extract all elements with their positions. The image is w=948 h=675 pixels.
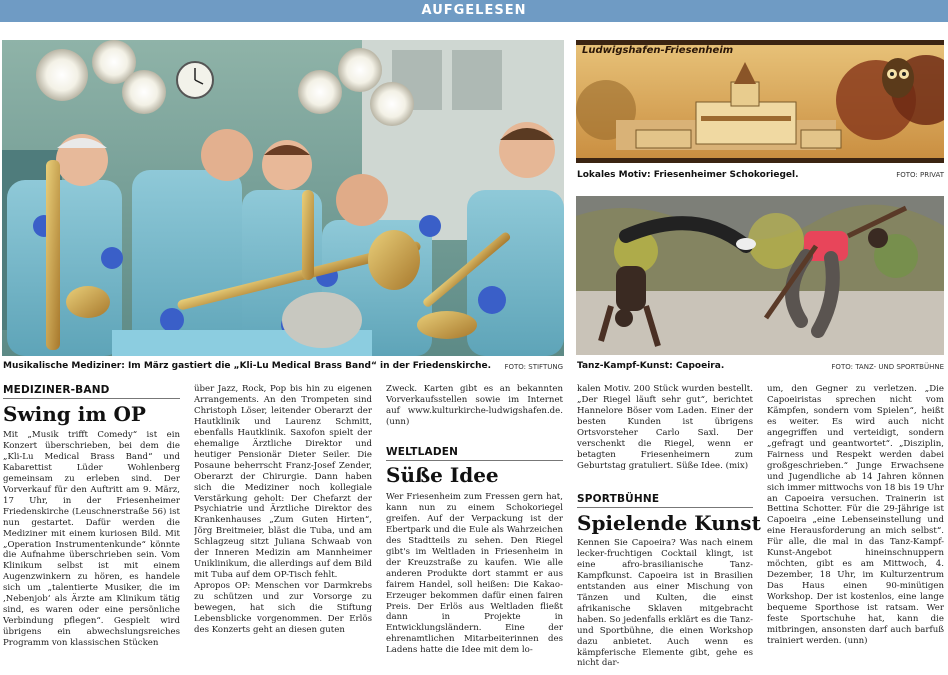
photo-bottom-right-credit: FOTO: TANZ- UND SPORTBÜHNE — [831, 363, 944, 371]
article-kunst-col4: Kennen Sie Capoeira? Was nach einem lecker-fruchtigen Cocktail klingt, ist eine afro-brasilianische Tanz-Kampfkunst. Capoeira ist in Brasilien entstanden aus einer Mischung von Tänzen und Kulten, die einst afrikanische Sklaven mitgebracht haben. So jedenfalls erklärt es die Tanz- und Sportbühne, die einen Workshop dazu anbietet. Auch wenn es kämpferische Elemente gibt, gehe es nicht dar- — [577, 538, 753, 669]
photo-top-right-caption: Lokales Motiv: Friesenheimer Schokoriegel. — [577, 170, 799, 180]
kicker-weltladen: WELTLADEN — [386, 446, 459, 458]
headline-suesse-idee: Süße Idee — [386, 463, 499, 487]
article-swing-col1: Mit „Musik trifft Comedy“ ist ein Konzert überschrieben, bei dem die „Kli-Lu Medical Brass Band“ und Kabarettist Lüder Wohlenberg gemeinsam zu erleben sind. Der Vorverkauf für den Auftritt am 9. März, 17 Uhr, in der Friesenheimer Friedenskirche (Leuschnerstraße 56) ist nun gestartet. Dafür werden die Mediziner mit einem kuriosen Bild. Mit „Operation Instrumentenkunde“ könnte die Aufnahme überschrieben sein. Vom Klinikum selbst ist mit einem Augenzwinkern zu hören, es handele sich um „talentierte Musiker, die im ‚Nebenjob‘ als Ärzte am Klinikum tätig sind, es waren oder eine persönliche Verbindung pflegen“. Gespielt wird übrigens ein abwechslungsreiches Programm von klassischen Stücken — [3, 430, 180, 649]
section-header: AUFGELESEN — [0, 0, 948, 22]
photo-friesenheim — [576, 40, 944, 163]
owl-icon — [882, 58, 914, 98]
article-suesse-col3: Wer Friesenheim zum Fressen gern hat, kann nun zu einem Schokoriegel greifen. Auf der Verpackung ist der Ebertpark und die Eule als Wahrzeichen des Stadtteils zu sehen. Den Riegel gibt's im Weltladen in Friesenheim in der Kreuzstraße zu kaufen. Wie alle anderen Produkte dort stammt er aus fairem Handel, soll heißen: Die Kakao-Erzeuger bekommen dafür einen fairen Preis. Der Erlös aus Weltladen fließt dann in Projekte in Entwicklungsländern. Eine der ehrenamtlichen Mitarbeiterinnen des Ladens hatte die Idee mit dem lo- — [386, 492, 563, 656]
article-kunst-col5: um, den Gegner zu verletzen. „Die Capoeiristas sprechen nicht vom Kämpfen, sondern vom Spielen“, heißt es weiter. Es wird auch nicht angegriffen und verteidigt, sondern „gefragt und geantwortet“. „Disziplin, Fairness und Respekt werden dabei großgeschrieben.“ Junge Erwachsene und Jugendliche ab 14 Jahren können sich immer mittwochs von 18 bis 19 Uhr an Capoeira versuchen. Trainerin ist Bettina Schotter. Für die 29-Jährige ist Capoeira „eine Lebenseinstellung und eine Herausforderung an mich selbst“. Für alle, die mal in das Tanz-Kampf-Kunst-Angebot hineinschnuppern möchten, gibt es am Mittwoch, 4. Dezember, 18 Uhr, im Kulturzentrum Das Haus einen 90-minütigen Workshop. Der ist kostenlos, eine lange bequeme Sporthose ist ratsam. Wer feste Sportschuhe hat, kann die mitbringen, ansonsten darf auch barfuß trainiert werden. (unn) — [767, 384, 944, 646]
divider — [3, 398, 180, 399]
photo-main-credit: FOTO: STIFTUNG — [504, 363, 563, 371]
kicker-mediziner-band: MEDIZINER-BAND — [3, 384, 110, 396]
photo-capoeira — [576, 196, 944, 355]
capoeira-dancers-image — [576, 196, 944, 355]
article-swing-col3: Zweck. Karten gibt es an bekannten Vorverkaufsstellen sowie im Internet auf www.kulturkirche-ludwigshafen.de. (unn) — [386, 384, 563, 427]
photo-brass-band — [2, 40, 564, 356]
article-suesse-col4: kalen Motiv. 200 Stück wurden bestellt. „Der Riegel läuft sehr gut“, berichtet Hannelore Böser vom Laden. Einer der besten Kunden ist übrigens Ortsvorsteher Carlo Saxl. Der verschenkt die Riegel, wenn er betagten Friesenheimern zum Geburtstag gratuliert. Süße Idee. (mix) — [577, 384, 753, 471]
chocolate-bar-wrapper-image — [576, 40, 944, 163]
photo-bottom-right-caption: Tanz-Kampf-Kunst: Capoeira. — [577, 361, 725, 371]
photo-overlay-label: Ludwigshafen-Friesenheim — [582, 45, 734, 56]
divider — [577, 507, 753, 508]
article-swing-col2: über Jazz, Rock, Pop bis hin zu eigenen Arrangements. An den Trompeten sind Christoph Löser, leitender Oberarzt der Hautklinik und Laurenz Schmitt, ebenfalls Hautklinik. Saxofon spielt der ehemalige Ärztliche Direktor und heutiger Pensionär Dieter Seiler. Die Posaune beherrscht Franz-Josef Zender, Oberarzt der Chirurgie. Dann haben sich die Mediziner noch kollegiale Verstärkung geholt: Der Chefarzt der Psychiatrie und Ärztliche Direktor des Krankenhauses „Zum Guten Hirten“, Jörg Breitmeier, bläst die Tuba, und am Schlagzeug sitzt Juliana Schwaab von der Inneren Medizin am Mannheimer Uniklinikum, die allerdings auf dem Bild mit Tuba auf dem OP-Tisch fehlt. Apropos OP: Menschen vor Darmkrebs zu schützen und zur Vorsorge zu bewegen, hat sich die Stiftung Lebensblicke vorgenommen. Der Erlös des Konzerts geht an diesen guten — [194, 384, 372, 635]
kicker-sportbuehne: SPORTBÜHNE — [577, 493, 660, 505]
photo-main-caption: Musikalische Mediziner: Im März gastiert die „Kli-Lu Medical Brass Band“ in der Friedenskirche. — [3, 361, 492, 371]
headline-spielende-kunst: Spielende Kunst — [577, 511, 761, 535]
operating-room-photo — [2, 40, 564, 356]
headline-swing-im-op: Swing im OP — [3, 402, 146, 426]
divider — [386, 460, 563, 461]
photo-top-right-credit: FOTO: PRIVAT — [896, 171, 944, 179]
